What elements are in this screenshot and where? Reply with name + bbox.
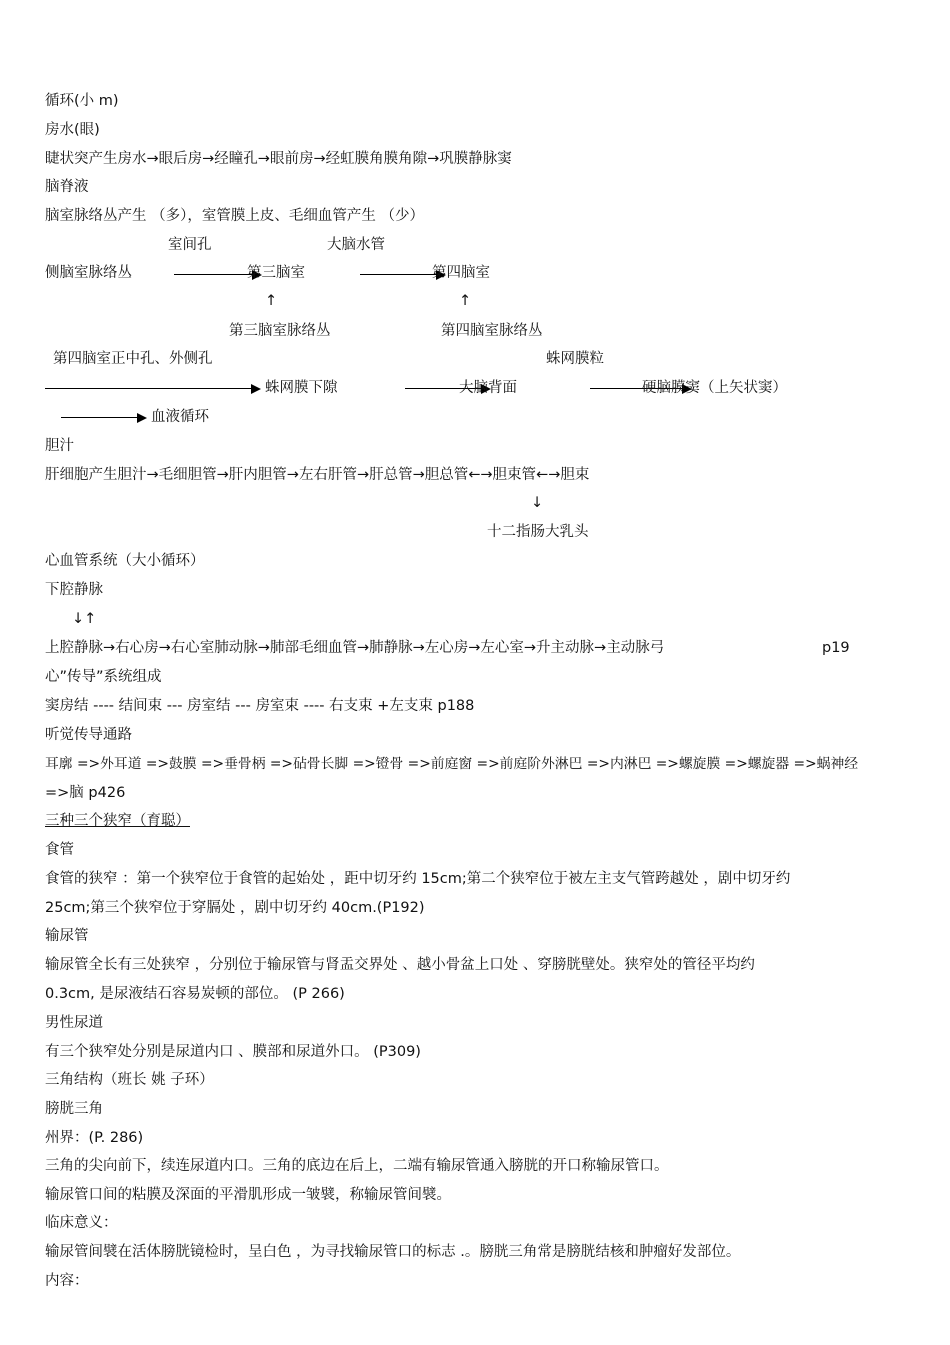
heading-clinical-significance: 临床意义： — [45, 1215, 118, 1231]
label-cerebral-surface: 大脑背面 — [459, 380, 517, 396]
trigone-description-1: 三角的尖向前下，续连尿道内口。三角的底边在后上，二端有输尿管通入膀胱的开口称输尿管口。 — [45, 1158, 669, 1174]
trigone-description-2: 输尿管口间的粘膜及深面的平滑肌形成一皱襞，称输尿管间襞。 — [45, 1187, 451, 1203]
bile-down-arrow: ↓ — [531, 495, 544, 511]
heading-three-narrowings: 三种三个狭窄（育聪） — [45, 813, 190, 829]
heading-conduction-system: 心”传导”系统组成 — [45, 669, 162, 685]
label-fourth-ventricle-apertures: 第四脑室正中孔、外侧孔 — [53, 351, 213, 367]
label-cerebral-aqueduct: 大脑水管 — [327, 237, 385, 253]
heading-triangle-structures: 三角结构（班长 姚 子环） — [45, 1072, 214, 1088]
label-subarachnoid-space: 蛛网膜下隙 — [265, 380, 338, 396]
up-arrow-fourth: ↑ — [459, 293, 472, 309]
label-fourth-ventricle-plexus: 第四脑室脉络丛 — [441, 323, 543, 339]
csf-source: 脑室脉络丛产生 （多），室管膜上皮、毛细血管产生 （少） — [45, 208, 424, 224]
heading-ureter: 输尿管 — [45, 928, 89, 944]
vena-cava-arrows: ↓↑ — [72, 611, 97, 627]
label-inferior-vena-cava: 下腔静脉 — [45, 582, 103, 598]
trigone-boundary: 州界：(P. 286) — [45, 1130, 144, 1146]
auditory-pathway-end: =>脑 p426 — [45, 785, 126, 801]
label-interventricular-foramen: 室间孔 — [168, 237, 212, 253]
circulation-pathway: 上腔静脉→右心房→右心室肺动脉→肺部毛细血管→肺静脉→左心房→左心室→升主动脉→主动脉弓 — [45, 640, 665, 656]
heading-auditory-pathway: 听觉传导通路 — [45, 727, 132, 743]
clinical-significance-text: 输尿管间襞在活体膀胱镜检时，呈白色 ，为寻找输尿管口的标志 .。膀胱三角常是膀胱结核和肿瘤好发部位。 — [45, 1244, 741, 1260]
auditory-pathway: 耳廓 =>外耳道 =>鼓膜 =>垂骨柄 =>砧骨长脚 =>镫骨 =>前庭窗 =>前庭阶外淋巴 =>内淋巴 =>螺旋膜 =>螺旋器 =>蜗神经 — [45, 756, 859, 772]
heading-contents: 内容： — [45, 1273, 89, 1289]
heading-circulation: 循环(小 m) — [45, 93, 119, 109]
ureter-narrowings-2: 0.3cm, 是尿液结石容易炭顿的部位。 (P 266) — [45, 986, 345, 1002]
label-fourth-ventricle: 第四脑室 — [432, 265, 490, 281]
label-third-ventricle-plexus: 第三脑室脉络丛 — [229, 323, 331, 339]
label-lateral-ventricle-plexus: 侧脑室脉络丛 — [45, 265, 132, 281]
heading-cardiovascular: 心血管系统（大小循环） — [45, 553, 205, 569]
heading-aqueous-humor: 房水(眼) — [45, 122, 100, 138]
heading-csf: 脑脊液 — [45, 179, 89, 195]
page-ref-p19: p19 — [822, 640, 850, 656]
esophagus-narrowings-1: 食管的狭窄 ：第一个狭窄位于食管的起始处 ，距中切牙约 15cm;第二个狭窄位于被左主支气管跨越处 ，剧中切牙约 — [45, 871, 791, 887]
heading-male-urethra: 男性尿道 — [45, 1015, 103, 1031]
label-dural-sinus: 硬脑膜窦（上矢状窦） — [642, 380, 787, 396]
aqueous-humor-pathway: 睫状突产生房水→眼后房→经瞳孔→眼前房→经虹膜角膜角隙→巩膜静脉窦 — [45, 151, 512, 167]
label-blood-circulation: 血液循环 — [151, 409, 209, 425]
heading-esophagus: 食管 — [45, 842, 74, 858]
esophagus-narrowings-2: 25cm;第三个狭窄位于穿膈处 ，剧中切牙约 40cm.(P192) — [45, 900, 425, 916]
arrow-to-subarachnoid — [45, 388, 259, 389]
heading-bladder-trigone: 膀胱三角 — [45, 1101, 103, 1117]
up-arrow-third: ↑ — [265, 293, 278, 309]
label-duodenal-papilla: 十二指肠大乳头 — [487, 524, 589, 540]
bile-pathway: 肝细胞产生胆汁→毛细胆管→肝内胆管→左右肝管→肝总管→胆总管←→胆束管←→胆束 — [45, 467, 590, 483]
arrow-to-blood — [61, 417, 145, 418]
label-arachnoid-granulations: 蛛网膜粒 — [546, 351, 604, 367]
label-third-ventricle: 第三脑室 — [247, 265, 305, 281]
heading-bile: 胆汁 — [45, 438, 74, 454]
conduction-pathway: 窦房结 ---- 结间束 --- 房室结 --- 房室束 ---- 右支束 +左支束 p188 — [45, 698, 475, 714]
ureter-narrowings-1: 输尿管全长有三处狭窄 ，分别位于输尿管与肾盂交界处 、越小骨盆上口处 、穿膀胱壁处。狭窄处的管径平均约 — [45, 957, 755, 973]
male-urethra-narrowings: 有三个狭窄处分别是尿道内口 、膜部和尿道外口。 (P309) — [45, 1044, 421, 1060]
